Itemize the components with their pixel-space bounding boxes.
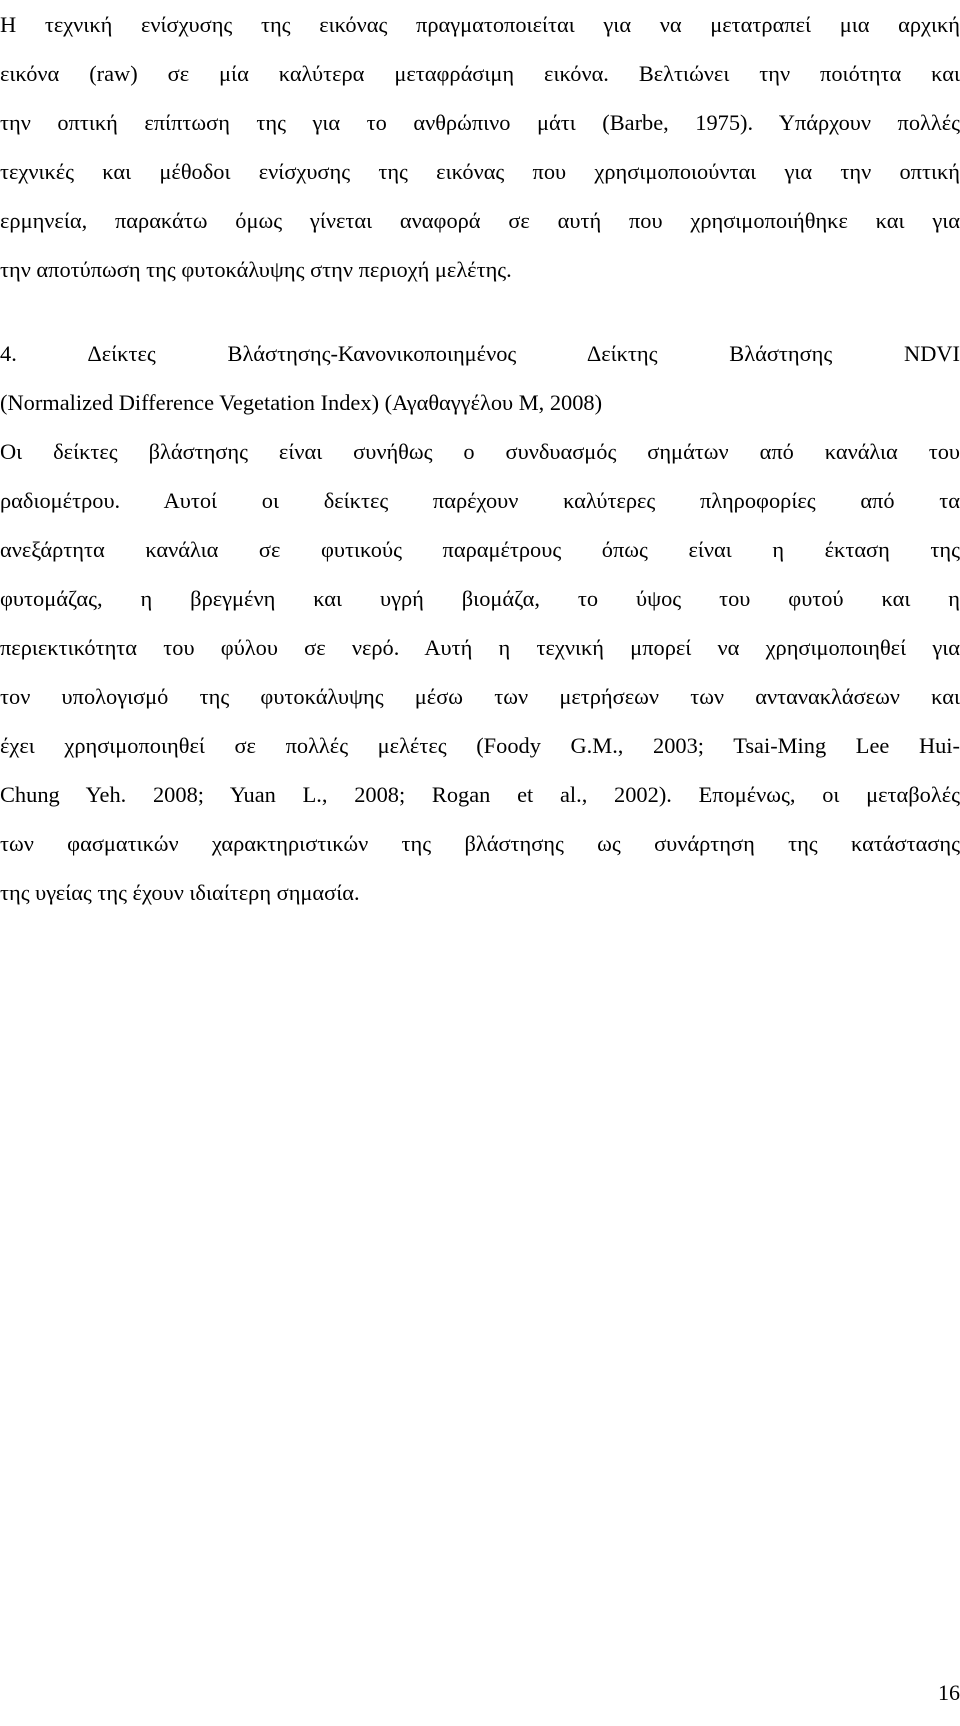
paragraph-image-enhancement bbox=[0, 0, 960, 294]
text-line: Οι δείκτες βλάστησης είναι συνήθως ο συνδυασμός σημάτων από κανάλια του bbox=[0, 439, 960, 464]
text-line: της υγείας της έχουν ιδιαίτερη σημασία. bbox=[0, 880, 360, 905]
text-line: Η τεχνική ενίσχυσης της εικόνας πραγματοποιείται για να μετατραπεί μια αρχική bbox=[0, 12, 960, 37]
paragraph-vegetation-indices bbox=[0, 329, 960, 917]
text-line: Chung Yeh. 2008; Yuan L., 2008; Rogan et al., 2002). Επομένως, οι μεταβολές bbox=[0, 782, 960, 807]
section-heading-line: (Normalized Difference Vegetation Index) (Αγαθαγγέλου Μ, 2008) bbox=[0, 390, 603, 415]
text-line: ραδιομέτρου. Αυτοί οι δείκτες παρέχουν καλύτερες πληροφορίες από τα bbox=[0, 488, 960, 513]
text-line: τον υπολογισμό της φυτοκάλυψης μέσω των μετρήσεων των αντανακλάσεων και bbox=[0, 684, 960, 709]
text-line: εικόνα (raw) σε μία καλύτερα μεταφράσιμη εικόνα. Βελτιώνει την ποιότητα και bbox=[0, 61, 960, 86]
text-line: τεχνικές και μέθοδοι ενίσχυσης της εικόνας που χρησιμοποιούνται για την οπτική bbox=[0, 159, 960, 184]
text-line: την αποτύπωση της φυτοκάλυψης στην περιοχή μελέτης. bbox=[0, 257, 512, 282]
text-line: φυτομάζας, η βρεγμένη και υγρή βιομάζα, το ύψος του φυτού και η bbox=[0, 586, 960, 611]
page-number: 16 bbox=[938, 1680, 960, 1705]
text-line: την οπτική επίπτωση της για το ανθρώπινο μάτι (Barbe, 1975). Υπάρχουν πολλές bbox=[0, 110, 960, 135]
text-line: ερμηνεία, παρακάτω όμως γίνεται αναφορά σε αυτή που χρησιμοποιήθηκε και για bbox=[0, 208, 960, 233]
text-line: ανεξάρτητα κανάλια σε φυτικούς παραμέτρους όπως είναι η έκταση της bbox=[0, 537, 960, 562]
text-line: έχει χρησιμοποιηθεί σε πολλές μελέτες (Foody G.M., 2003; Tsai-Ming Lee Hui- bbox=[0, 733, 960, 758]
text-line: των φασματικών χαρακτηριστικών της βλάστησης ως συνάρτηση της κατάστασης bbox=[0, 831, 960, 856]
section-heading-line: 4. Δείκτες Βλάστησης-Κανονικοποιημένος Δείκτης Βλάστησης NDVI bbox=[0, 341, 960, 366]
text-line: περιεκτικότητα του φύλου σε νερό. Αυτή η τεχνική μπορεί να χρησιμοποιηθεί για bbox=[0, 635, 960, 660]
